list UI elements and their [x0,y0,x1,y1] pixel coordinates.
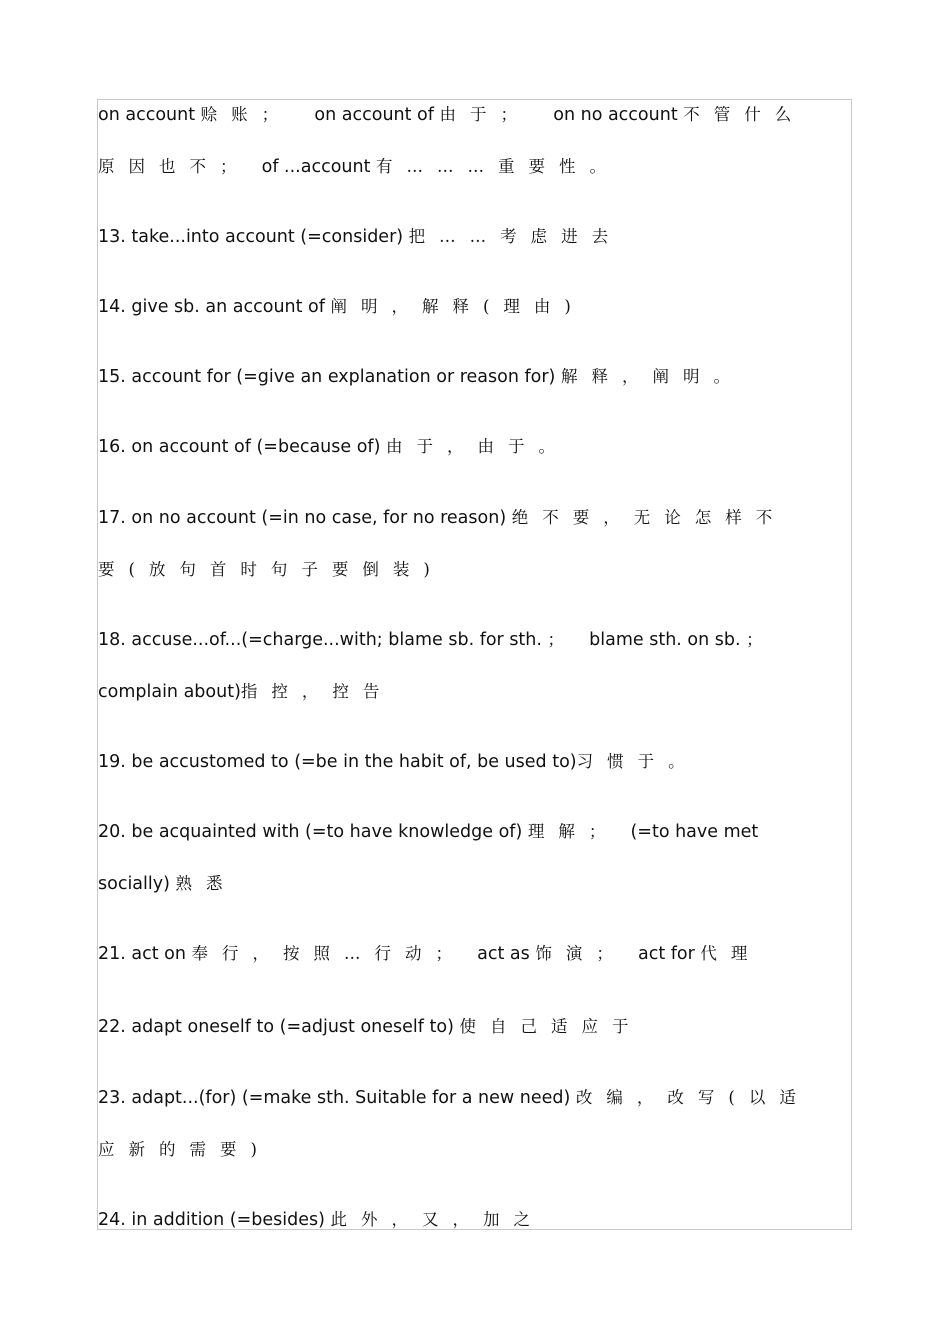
chinese-text: 有………重要性。 [376,157,621,176]
page-frame [97,99,852,1230]
english-text: of ...account [250,157,377,177]
text-line [98,1016,642,1038]
text-line [98,104,805,126]
english-text: 15. account for (=give an explanation or reason for) [98,367,561,387]
english-text: 23. adapt...(for) (=make sth. Suitable for a new need) [98,1088,576,1108]
english-text: 18. accuse...of...(=charge...with; blame sb. for sth. [98,630,548,650]
text-line [98,436,569,458]
english-text: on account of [292,105,440,125]
chinese-text: 由于，由于。 [385,437,569,456]
english-text: blame sth. on sb. [578,630,747,650]
chinese-text: 使自己适应于 [459,1017,643,1036]
chinese-text: 解释，阐明。 [560,367,744,386]
chinese-text: 代理 [700,944,762,963]
chinese-text: 熟悉 [175,874,237,893]
english-text: 16. on account of (=because of) [98,437,386,457]
text-line [98,507,786,529]
chinese-text: ； [547,630,579,649]
english-text: act for [626,944,701,964]
english-text: 17. on no account (=in no case, for no reason) [98,508,512,528]
chinese-text: 绝不要，无论怎样不 [511,508,787,527]
english-text: act as [466,944,536,964]
chinese-text: 赊账； [200,105,293,124]
text-line [98,873,237,895]
english-text: 13. take...into account (=consider) [98,227,409,247]
english-text: on account [98,105,201,125]
text-line [98,943,761,965]
chinese-text: 原因也不； [98,157,251,176]
chinese-text: 奉行，按照…行动； [191,944,467,963]
text-line [98,821,758,843]
text-line [98,226,622,248]
chinese-text: 不管什么 [683,105,806,124]
english-text: (=to have met [619,822,759,842]
chinese-text: 此外，又，加之 [330,1210,545,1229]
text-line [98,629,777,651]
chinese-text: 饰演； [535,944,627,963]
chinese-text: 习惯于。 [576,752,699,771]
english-text: socially) [98,874,176,894]
text-line [98,1139,271,1161]
chinese-text: 由于； [439,105,531,124]
text-line [98,296,585,318]
chinese-text: 应新的需要) [98,1140,271,1159]
text-line [98,1087,810,1109]
chinese-text: ； [746,630,777,649]
english-text: 14. give sb. an account of [98,297,331,317]
chinese-text: 阐明，解释(理由) [330,297,585,316]
english-text: 20. be acquainted with (=to have knowledge of) [98,822,528,842]
text-line [98,366,744,388]
chinese-text: 改编，改写(以适 [575,1088,810,1107]
text-line [98,559,444,581]
text-line [98,1209,544,1231]
english-text: 22. adapt oneself to (=adjust oneself to) [98,1017,460,1037]
chinese-text: 理解； [527,822,620,841]
chinese-text: 指控，控告 [240,682,394,701]
english-text: complain about) [98,682,241,702]
english-text: 19. be accustomed to (=be in the habit of, be used to) [98,752,577,772]
english-text: 21. act on [98,944,192,964]
text-line [98,751,699,773]
text-line [98,156,620,178]
text-line [98,681,393,703]
chinese-text: 把……考虑进去 [408,227,623,246]
chinese-text: 要(放句首时句子要倒装) [98,560,444,579]
english-text: on no account [530,105,684,125]
english-text: 24. in addition (=besides) [98,1210,331,1230]
